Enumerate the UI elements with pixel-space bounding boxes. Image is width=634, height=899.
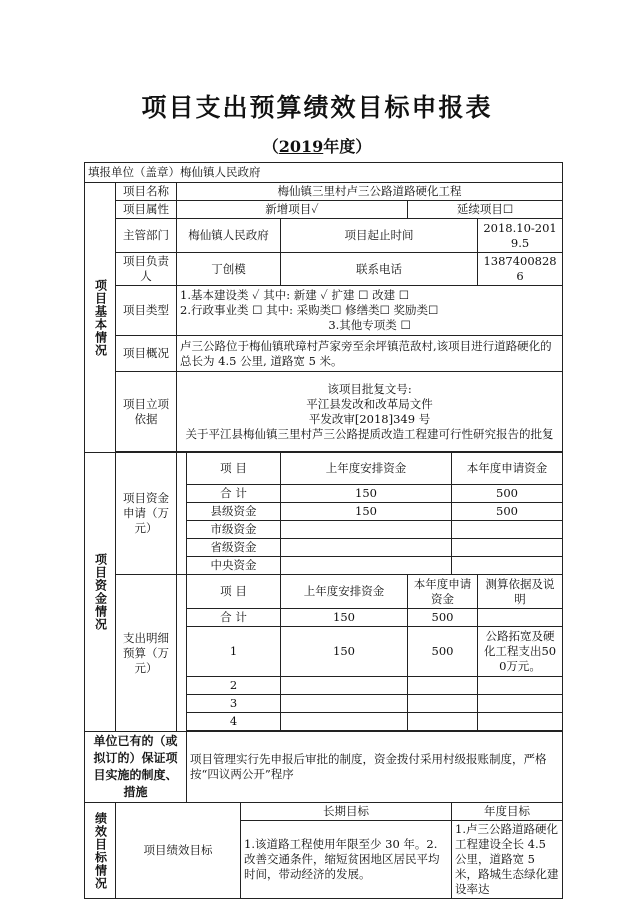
- apply-row-name: 县级资金: [187, 503, 281, 521]
- perf-year-value: 1.卢三公路道路硬化工程建设全长 4.5 公里，道路宽 5 米，路城生态绿化建设率达: [452, 821, 563, 899]
- period-value: 2018.10-2019.5: [478, 219, 563, 253]
- apply-row-last: [281, 557, 452, 575]
- overview-value: 卢三公路位于梅仙镇玳璋村芦家旁至余坪镇范敌村,该项目进行道路硬化的总长为 4.5 公里, 道路宽 5 米。: [177, 336, 563, 372]
- detail-row-name: 3: [187, 695, 281, 713]
- apply-row-name: 市级资金: [187, 521, 281, 539]
- perf-section-label: 绩效目标情况: [85, 803, 116, 899]
- basis-line-3: 平发改审[2018]349 号: [308, 411, 431, 426]
- detail-col-item: 项 目: [187, 575, 281, 609]
- leader-value: 丁创模: [177, 253, 281, 286]
- dept-value: 梅仙镇人民政府: [177, 219, 281, 253]
- basis-value: [177, 372, 563, 452]
- name-label: 项目名称: [116, 183, 177, 201]
- year-open: （: [262, 137, 279, 156]
- type-line-2: 2.行政事业类 ☐ 其中: 采购类☐ 修缮类☐ 奖励类☐: [180, 303, 439, 317]
- apply-row-this: [452, 521, 563, 539]
- apply-row-name: 省级资金: [187, 539, 281, 557]
- year-line: [0, 134, 634, 157]
- perf-long-label: 长期目标: [241, 803, 452, 821]
- detail-row-this: [408, 713, 478, 731]
- detail-row-this: 500: [408, 609, 478, 627]
- detail-row-basis: 公路拓宽及硬化工程支出500万元。: [478, 627, 563, 677]
- perf-target-label: 项目绩效目标: [116, 803, 241, 899]
- basis-label: 项目立项依据: [116, 372, 177, 452]
- type-line-1: 1.基本建设类 ✓ 其中: 新建 ✓ 扩建 ☐ 改建 ☐: [180, 288, 410, 302]
- phone-value: 13874008286: [478, 253, 563, 286]
- attr-new: 新增项目✓: [177, 201, 408, 219]
- type-line-3: 3.其他专项类 ☐: [328, 318, 411, 332]
- apply-row-this: 500: [452, 503, 563, 521]
- apply-row-name: 合 计: [187, 485, 281, 503]
- detail-row-name: 4: [187, 713, 281, 731]
- detail-row-last: 150: [281, 609, 408, 627]
- phone-label: 联系电话: [281, 253, 478, 286]
- apply-col-item: 项 目: [187, 453, 281, 485]
- funding-section-label: 项目资金情况: [85, 453, 116, 732]
- detail-row-basis: [478, 609, 563, 627]
- detail-row-last: [281, 695, 408, 713]
- year-close: 年度）: [323, 137, 372, 156]
- overview-label: 项目概况: [116, 336, 177, 372]
- apply-row-last: [281, 539, 452, 557]
- perf-year-label: 年度目标: [452, 803, 563, 821]
- name-value: 梅仙镇三里村卢三公路道路硬化工程: [177, 183, 563, 201]
- detail-row-name: 1: [187, 627, 281, 677]
- type-label: 项目类型: [116, 286, 177, 336]
- type-value: [177, 286, 563, 336]
- detail-row-name: 合 计: [187, 609, 281, 627]
- perf-long-value: 1.该道路工程使用年限至少 30 年。2.改善交通条件，缩短贫困地区居民平均时间，带动经济的发展。: [241, 821, 452, 899]
- detail-row-basis: [478, 695, 563, 713]
- detail-row-last: 150: [281, 627, 408, 677]
- fill-unit: 填报单位（盖章）梅仙镇人民政府: [85, 163, 563, 183]
- detail-row-last: [281, 713, 408, 731]
- apply-col-this: 本年度申请资金: [452, 453, 563, 485]
- detail-row-basis: [478, 677, 563, 695]
- dept-label: 主管部门: [116, 219, 177, 253]
- page-title: 项目支出预算绩效目标申报表: [141, 93, 493, 122]
- basis-line-4: 关于平江县梅仙镇三里村芦三公路提质改造工程建可行性研究报告的批复: [185, 426, 554, 441]
- leader-label: 项目负责人: [116, 253, 177, 286]
- basis-line-2: 平江县发改和改革局文件: [306, 396, 433, 411]
- detail-col-basis: 测算依据及说明: [478, 575, 563, 609]
- detail-col-last: 上年度安排资金: [281, 575, 408, 609]
- basic-section-label: 项目基本情况: [85, 183, 116, 453]
- apply-row-last: 150: [281, 485, 452, 503]
- attr-continue: 延续项目☐: [408, 201, 563, 219]
- declaration-table: [84, 162, 563, 899]
- guarantee-label: 单位已有的（或拟订的）保证项目实施的制度、措施: [85, 732, 187, 803]
- detail-row-name: 2: [187, 677, 281, 695]
- fill-unit-row: [85, 163, 563, 183]
- period-label: 项目起止时间: [281, 219, 478, 253]
- detail-row-this: [408, 677, 478, 695]
- apply-row-this: 500: [452, 485, 563, 503]
- year-value: 2019: [278, 137, 324, 156]
- guarantee-value: 项目管理实行先申报后审批的制度，资金拨付采用村级报账制度，严格按“四议两公开”程序: [187, 732, 563, 803]
- apply-row-name: 中央资金: [187, 557, 281, 575]
- apply-col-last: 上年度安排资金: [281, 453, 452, 485]
- apply-row-this: [452, 557, 563, 575]
- detail-row-this: 500: [408, 627, 478, 677]
- attr-label: 项目属性: [116, 201, 177, 219]
- detail-row-last: [281, 677, 408, 695]
- basis-line-1: 该项目批复文号:: [327, 381, 412, 396]
- apply-label: 项目资金申请（万元）: [116, 453, 177, 575]
- detail-row-basis: [478, 713, 563, 731]
- detail-label: 支出明细预算（万元）: [116, 575, 177, 732]
- apply-row-last: [281, 521, 452, 539]
- detail-row-this: [408, 695, 478, 713]
- apply-row-this: [452, 539, 563, 557]
- detail-col-this: 本年度申请资金: [408, 575, 478, 609]
- apply-row-last: 150: [281, 503, 452, 521]
